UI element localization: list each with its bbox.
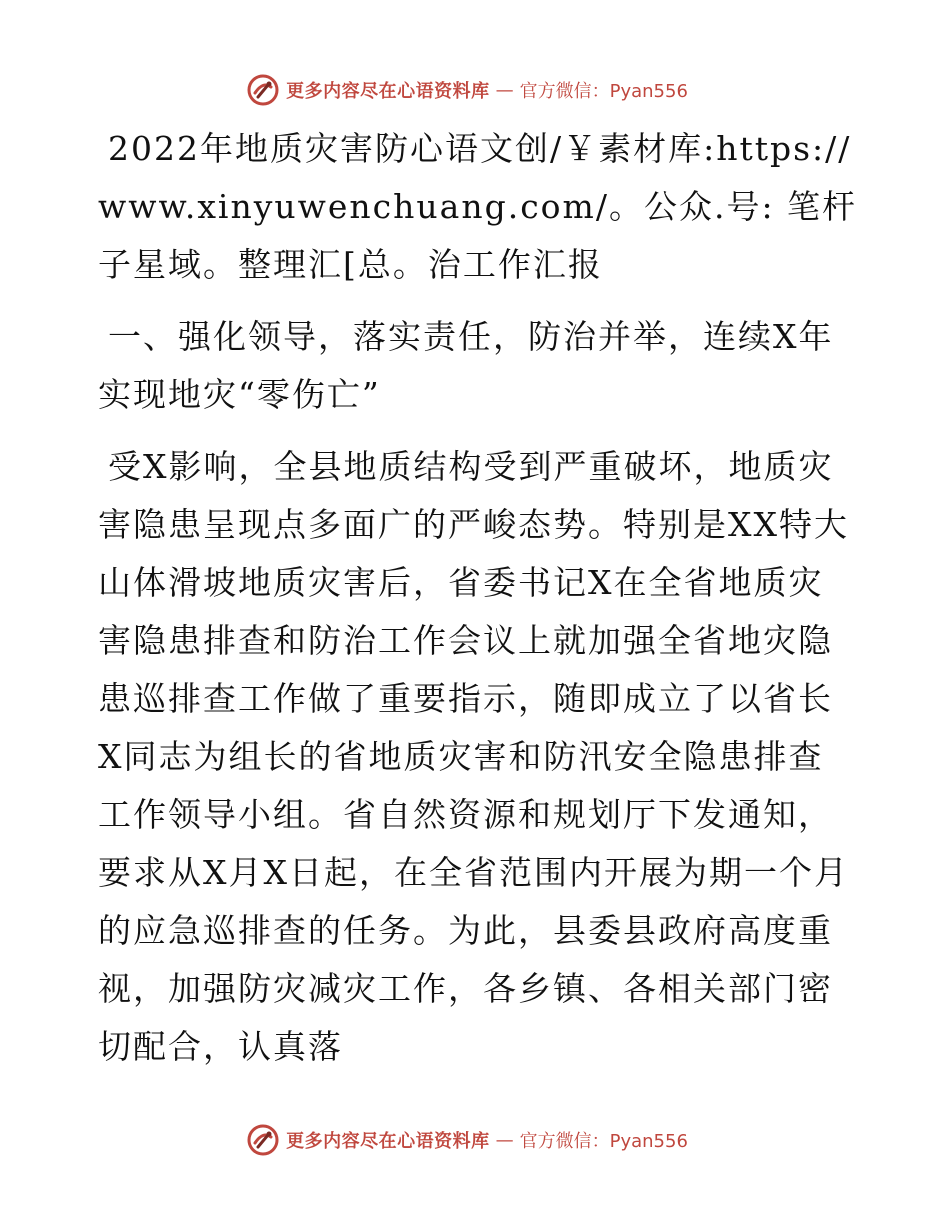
body-paragraph: 受X影响，全县地质结构受到严重破坏，地质灾害隐患呈现点多面广的严峻态势。特别是XX特大山体滑坡地质灾害后，省委书记X在全省地质灾害隐患排查和防治工作会议上就加强全省地灾隐患巡排查工作做了重要指示，随即成立了以省长X同志为组长的省地质灾害和防汛安全隐患排查工作领导小组。省自然资源和规划厅下发通知，要求从X月X日起，在全省范围内开展为期一个月的应急巡排查的任务。为此，县委县政府高度重视，加强防灾减灾工作，各乡镇、各相关部门密切配合，认真落 [98, 447, 849, 1066]
header-banner-inner [246, 73, 688, 107]
brand-logo-icon [246, 73, 280, 107]
banner-dash: — [495, 1129, 514, 1151]
footer-banner-inner [246, 1123, 688, 1157]
header-banner [0, 70, 950, 110]
banner-wechat: 官方微信：Pyan556 [519, 81, 688, 102]
brand-logo-icon [246, 1123, 280, 1157]
banner-title: 更多内容尽在心语资料库 [286, 1131, 490, 1152]
footer-banner [0, 1120, 950, 1160]
section-heading: 一、强化领导，落实责任，防治并举，连续X年实现地灾“零伤亡” [98, 317, 834, 414]
document-title-paragraph: 2022年地质灾害防心语文创/￥素材库:https://www.xinyuwenchuang.com/。公众.号: 笔杆子星域。整理汇[总。治工作汇报 [98, 129, 858, 284]
document-body [98, 120, 858, 1076]
banner-title: 更多内容尽在心语资料库 [286, 81, 490, 102]
banner-dash: — [495, 79, 514, 101]
banner-wechat: 官方微信：Pyan556 [519, 1131, 688, 1152]
